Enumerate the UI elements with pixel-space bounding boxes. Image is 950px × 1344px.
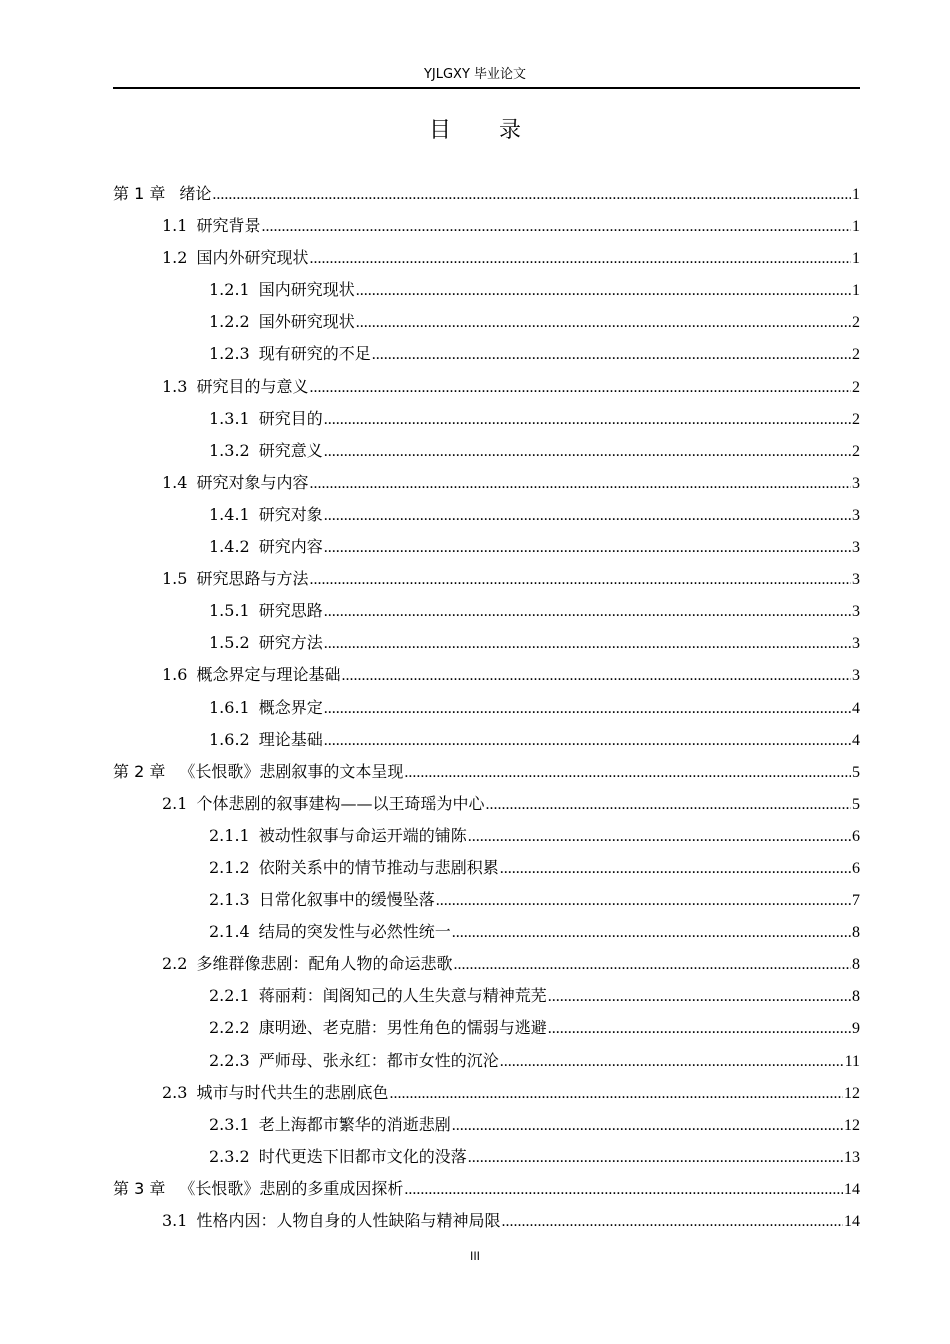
toc-entry[interactable] <box>113 338 860 370</box>
toc-entry-title: 依附关系中的情节推动与悲剧积累 <box>258 857 499 877</box>
toc-entry-number: 1.4.2 <box>209 537 250 557</box>
toc-entry-number: 1.5.2 <box>209 633 250 653</box>
toc-entry[interactable] <box>113 403 860 435</box>
toc-entry-title: 结局的突发性与必然性统一 <box>258 922 451 942</box>
toc-entry-number: 1.4.1 <box>209 504 250 524</box>
toc-entry-number: 1.6.2 <box>209 729 250 749</box>
toc-entry[interactable] <box>113 274 860 306</box>
toc-entry[interactable] <box>113 627 860 659</box>
toc-entry[interactable] <box>113 210 860 242</box>
toc-entry-number: 2.1 <box>162 793 188 813</box>
toc-entry-page: 2 <box>852 378 860 396</box>
toc-dot-leader <box>372 338 851 371</box>
toc-dot-leader <box>309 563 851 596</box>
toc-entry[interactable] <box>113 1109 860 1141</box>
toc-entry-number: 1.1 <box>162 216 188 236</box>
header-rule <box>113 87 860 89</box>
toc-dot-leader <box>309 467 851 500</box>
toc-entry-title: 蒋丽莉：闺阁知己的人生失意与精神荒芜 <box>258 986 547 1006</box>
toc-entry-page: 1 <box>852 250 860 268</box>
toc-entry-title: 性格内因：人物自身的人性缺陷与精神局限 <box>196 1211 501 1230</box>
toc-dot-leader <box>356 306 851 339</box>
toc-entry-title: 现有研究的不足 <box>258 344 371 364</box>
toc-entry-number: 第 1 章 <box>113 184 166 203</box>
toc-entry-page: 14 <box>844 1180 860 1198</box>
toc-entry-page: 8 <box>852 924 860 942</box>
toc-dot-leader <box>341 659 851 692</box>
toc-entry-page: 5 <box>852 763 860 781</box>
toc-entry-page: 2 <box>852 314 860 332</box>
toc-dot-leader <box>468 1141 843 1174</box>
toc-dot-leader <box>468 820 851 853</box>
toc-entry-page: 4 <box>852 699 860 717</box>
toc-entry-title: 理论基础 <box>258 729 323 749</box>
toc-entry[interactable] <box>113 1205 860 1237</box>
toc-entry-page: 12 <box>844 1084 860 1102</box>
toc-entry-number: 2.3.2 <box>209 1146 250 1166</box>
toc-entry-number: 1.3 <box>162 376 188 396</box>
toc-dot-leader <box>324 435 851 468</box>
toc-entry-page: 3 <box>852 571 860 589</box>
toc-entry-number: 2.2.2 <box>209 1018 250 1038</box>
toc-entry[interactable] <box>113 435 860 467</box>
toc-entry-number: 1.2.2 <box>209 312 250 332</box>
toc-entry-page: 6 <box>852 859 860 877</box>
toc-entry-number: 2.3.1 <box>209 1114 250 1134</box>
toc-entry-title: 国外研究现状 <box>258 312 355 332</box>
running-header: YJLGXY 毕业论文 <box>423 67 527 82</box>
toc-dot-leader <box>324 692 851 725</box>
toc-dot-leader <box>452 1109 843 1142</box>
toc-entry[interactable] <box>113 371 860 403</box>
toc-entry[interactable] <box>113 1045 860 1077</box>
toc-dot-leader <box>324 531 851 564</box>
toc-dot-leader <box>324 595 851 628</box>
toc-entry-number: 1.3.2 <box>209 440 250 460</box>
toc-entry-number: 1.4 <box>162 472 188 492</box>
toc-dot-leader <box>389 1077 843 1110</box>
footer-page-number: III <box>469 1249 480 1263</box>
toc-entry[interactable] <box>113 980 860 1012</box>
toc-dot-leader <box>309 242 851 275</box>
toc-entry-number: 2.2 <box>162 954 188 974</box>
toc-entry-number: 1.5.1 <box>209 601 250 621</box>
toc-entry-number: 2.2.3 <box>209 1050 250 1070</box>
toc-entry[interactable] <box>113 595 860 627</box>
toc-entry-title: 国内研究现状 <box>258 280 355 300</box>
toc-entry-title: 日常化叙事中的缓慢坠落 <box>258 890 435 910</box>
toc-dot-leader <box>404 756 851 789</box>
toc-entry[interactable] <box>113 1141 860 1173</box>
toc-entry[interactable] <box>113 1077 860 1109</box>
toc-entry[interactable] <box>113 563 860 595</box>
toc-entry-number: 1.3.1 <box>209 408 250 428</box>
toc-entry-page: 1 <box>852 218 860 236</box>
toc-entry-page: 3 <box>852 667 860 685</box>
toc-entry[interactable] <box>113 724 860 756</box>
toc-dot-leader <box>356 274 851 307</box>
toc-entry-title: 严师母、张永红：都市女性的沉沦 <box>258 1050 499 1070</box>
toc-entry-title: 老上海都市繁华的消逝悲剧 <box>258 1114 451 1134</box>
toc-entry-page: 2 <box>852 410 860 428</box>
toc-dot-leader <box>324 627 851 660</box>
toc-entry[interactable] <box>113 659 860 691</box>
toc-entry-page: 1 <box>852 186 860 203</box>
toc-entry-title: 《长恨歌》悲剧叙事的文本呈现 <box>179 761 404 781</box>
toc-entry-title: 研究思路与方法 <box>196 569 309 589</box>
toc-title: 目录 <box>428 118 569 143</box>
toc-entry-number: 1.2.3 <box>209 344 250 364</box>
toc-entry-page: 2 <box>852 346 860 364</box>
toc-entry-title: 个体悲剧的叙事建构——以王琦瑶为中心 <box>196 793 485 813</box>
toc-entry-page: 3 <box>852 506 860 524</box>
toc-entry-title: 研究对象与内容 <box>196 472 309 492</box>
toc-dot-leader <box>404 1173 843 1206</box>
toc-entry-title: 国内外研究现状 <box>196 248 309 268</box>
toc-entry-page: 6 <box>852 827 860 845</box>
toc-entry-title: 被动性叙事与命运开端的铺陈 <box>258 825 467 845</box>
toc-entry-title: 概念界定与理论基础 <box>196 665 341 685</box>
toc-dot-leader <box>485 788 851 821</box>
toc-entry-page: 8 <box>852 956 860 974</box>
toc-dot-leader <box>500 1045 844 1078</box>
toc-entry[interactable] <box>113 1173 860 1205</box>
toc-entry-page: 14 <box>844 1213 860 1230</box>
toc-entry-page: 13 <box>844 1148 860 1166</box>
toc-entry-title: 时代更迭下旧都市文化的没落 <box>258 1146 467 1166</box>
toc-entry-number: 2.1.1 <box>209 825 250 845</box>
toc-entry-title: 研究内容 <box>258 537 323 557</box>
toc-entry-title: 研究对象 <box>258 504 323 524</box>
toc-entry-number: 1.2.1 <box>209 280 250 300</box>
toc-entry-page: 3 <box>852 635 860 653</box>
toc-entry[interactable] <box>113 884 860 916</box>
toc-dot-leader <box>548 1012 851 1045</box>
toc-entry-number: 2.1.4 <box>209 922 250 942</box>
toc-dot-leader <box>453 948 851 981</box>
toc-entry[interactable] <box>113 1012 860 1044</box>
toc-dot-leader <box>548 980 851 1013</box>
toc-entry[interactable] <box>113 916 860 948</box>
toc-entry-title: 康明逊、老克腊：男性角色的懦弱与逃避 <box>258 1018 547 1038</box>
toc-entry-page: 3 <box>852 539 860 557</box>
toc-entry-number: 1.6 <box>162 665 188 685</box>
toc-entry-number: 1.5 <box>162 569 188 589</box>
toc-entry-page: 12 <box>844 1116 860 1134</box>
table-of-contents <box>113 178 860 1237</box>
toc-entry-title: 多维群像悲剧：配角人物的命运悲歌 <box>196 954 453 974</box>
toc-entry-number: 1.2 <box>162 248 188 268</box>
toc-entry[interactable] <box>113 242 860 274</box>
toc-entry-title: 研究背景 <box>196 216 261 236</box>
toc-entry[interactable] <box>113 692 860 724</box>
toc-entry-title: 城市与时代共生的悲剧底色 <box>196 1082 389 1102</box>
toc-entry-number: 2.1.3 <box>209 890 250 910</box>
toc-entry[interactable] <box>113 531 860 563</box>
toc-dot-leader <box>261 210 851 243</box>
toc-entry-number: 2.2.1 <box>209 986 250 1006</box>
toc-entry-page: 5 <box>852 795 860 813</box>
toc-dot-leader <box>500 852 851 885</box>
toc-dot-leader <box>501 1205 843 1238</box>
toc-entry-number: 3.1 <box>162 1211 188 1230</box>
toc-entry-page: 3 <box>852 474 860 492</box>
toc-entry-number: 第 2 章 <box>113 761 166 781</box>
toc-entry-title: 研究意义 <box>258 440 323 460</box>
toc-entry[interactable] <box>113 948 860 980</box>
toc-entry-title: 《长恨歌》悲剧的多重成因探析 <box>179 1178 404 1198</box>
toc-dot-leader <box>309 371 851 404</box>
toc-entry-title: 研究目的 <box>258 408 323 428</box>
toc-entry-number: 1.6.1 <box>209 697 250 717</box>
toc-dot-leader <box>324 724 851 757</box>
toc-dot-leader <box>436 884 851 917</box>
toc-dot-leader <box>324 403 851 436</box>
toc-entry-title: 绪论 <box>179 184 212 203</box>
toc-entry-page: 3 <box>852 603 860 621</box>
toc-entry[interactable] <box>113 306 860 338</box>
toc-entry-page: 2 <box>852 442 860 460</box>
toc-entry-page: 8 <box>852 988 860 1006</box>
toc-entry-page: 11 <box>844 1052 860 1070</box>
toc-entry[interactable] <box>113 178 860 210</box>
toc-dot-leader <box>212 178 851 211</box>
toc-entry[interactable] <box>113 499 860 531</box>
toc-entry-number: 2.3 <box>162 1082 188 1102</box>
toc-entry-number: 2.1.2 <box>209 857 250 877</box>
toc-entry-number: 第 3 章 <box>113 1178 166 1198</box>
toc-entry[interactable] <box>113 820 860 852</box>
toc-dot-leader <box>452 916 851 949</box>
toc-entry-title: 研究方法 <box>258 633 323 653</box>
toc-entry[interactable] <box>113 852 860 884</box>
toc-entry-title: 研究目的与意义 <box>196 376 309 396</box>
toc-entry-title: 概念界定 <box>258 697 323 717</box>
toc-entry-page: 4 <box>852 731 860 749</box>
toc-entry[interactable] <box>113 467 860 499</box>
toc-entry-page: 9 <box>852 1020 860 1038</box>
toc-entry[interactable] <box>113 756 860 788</box>
toc-entry-page: 1 <box>852 282 860 300</box>
toc-entry-page: 7 <box>852 892 860 910</box>
toc-dot-leader <box>324 499 851 532</box>
toc-entry[interactable] <box>113 788 860 820</box>
toc-entry-title: 研究思路 <box>258 601 323 621</box>
